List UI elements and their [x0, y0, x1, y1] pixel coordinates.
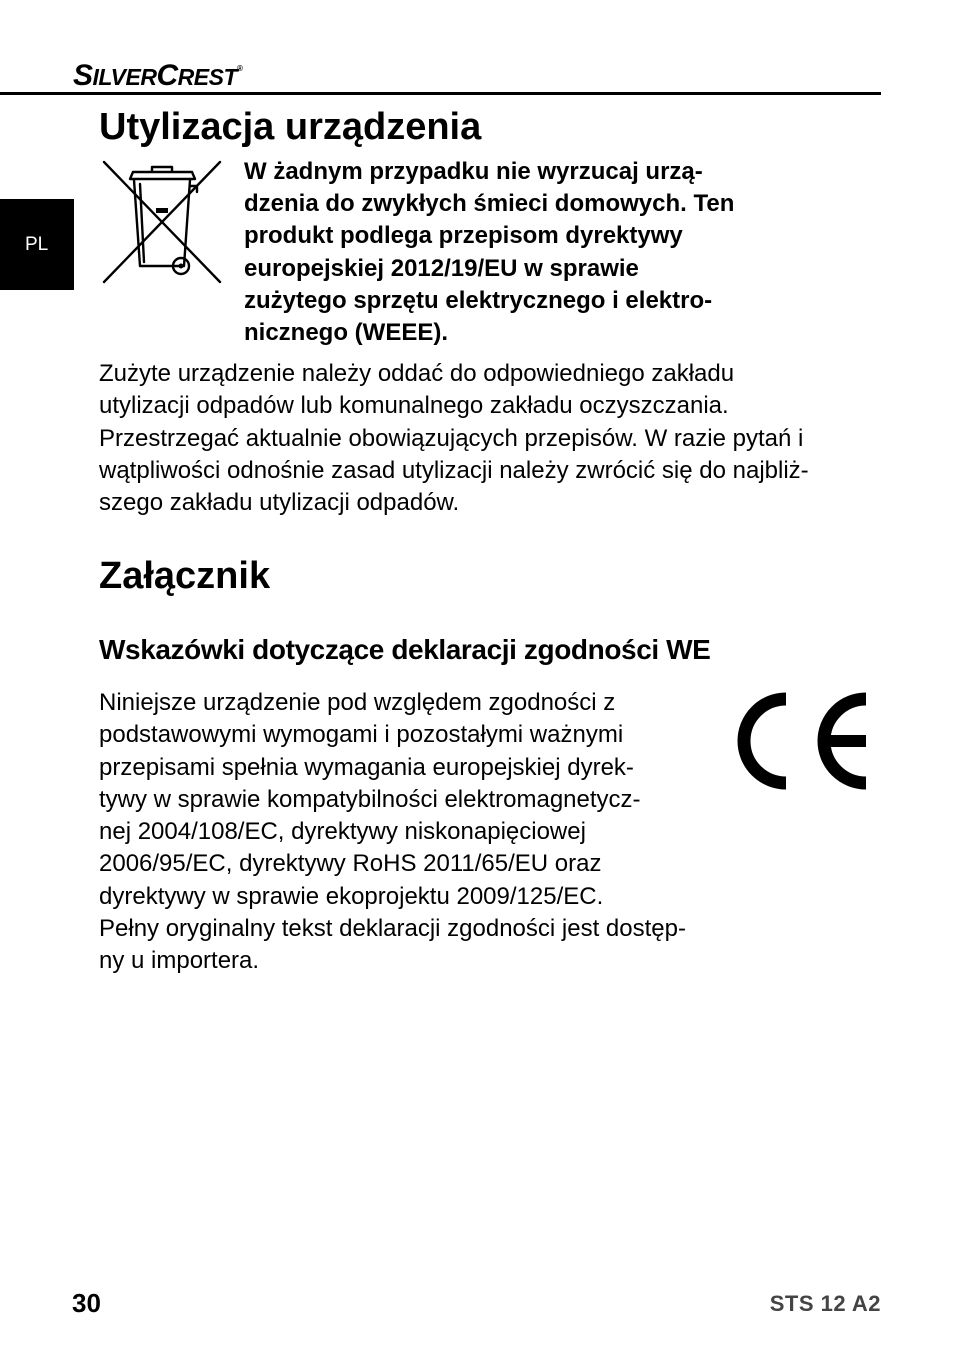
model-code: STS 12 A2 [769, 1291, 881, 1316]
paragraph-line: Niniejsze urządzenie pod względem zgodności z [99, 689, 616, 716]
paragraph-line: Pełny oryginalny tekst deklaracji zgodności jest dostęp- [99, 915, 686, 943]
warning-line: zużytego sprzętu elektrycznego i elektro- [244, 286, 713, 314]
paragraph-line: podstawowymi wymogami i pozostałymi ważnymi [99, 721, 624, 749]
paragraph-line: szego zakładu utylizacji odpadów. [99, 489, 460, 517]
paragraph-line: nej 2004/108/EC, dyrektywy niskonapięciowej [99, 818, 586, 846]
paragraph-line: Przestrzegać aktualnie obowiązujących przepisów. W razie pytań i [99, 424, 804, 452]
paragraph-line: wątpliwości odnośnie zasad utylizacji należy zwrócić się do najbliż- [99, 456, 809, 484]
paragraph-line: dyrektywy w sprawie ekoprojektu 2009/125/EC. [99, 882, 604, 910]
section-title-annex: Załącznik [99, 555, 271, 597]
brand-text-rest: REST [177, 64, 237, 90]
crossed-out-wheelie-bin-icon [100, 158, 224, 286]
page-number: 30 [72, 1288, 101, 1318]
warning-line: dzenia do zwykłych śmieci domowych. Ten [244, 190, 735, 218]
paragraph-line: utylizacji odpadów lub komunalnego zakładu oczyszczania. [99, 392, 729, 420]
section-subtitle-declaration: Wskazówki dotyczące deklaracji zgodności WE [99, 634, 711, 665]
paragraph-line: przepisami spełnia wymagania europejskiej dyrek- [99, 753, 634, 781]
brand-letter-c: C [156, 59, 178, 92]
brand-letter-s: S [73, 59, 93, 92]
language-tab: PL [0, 199, 74, 290]
disposal-paragraph [99, 358, 869, 519]
paragraph-line: 2006/95/EC, dyrektywy RoHS 2011/65/EU oraz [99, 850, 602, 878]
warning-line: europejskiej 2012/19/EU w sprawie [244, 254, 639, 282]
brand-logo [73, 52, 242, 94]
declaration-paragraph [99, 687, 719, 978]
warning-line: produkt podlega przepisom dyrektywy [244, 222, 683, 250]
section-title-disposal: Utylizacja urządzenia [99, 106, 482, 148]
warning-line: nicznego (WEEE). [244, 319, 448, 347]
weee-warning [244, 156, 854, 349]
brand-text-ilver: ILVER [92, 64, 157, 90]
warning-line: W żadnym przypadku nie wyrzucaj urzą- [244, 158, 703, 185]
registered-mark: ® [237, 64, 243, 73]
ce-mark-icon [726, 687, 876, 795]
header-divider [0, 92, 881, 95]
paragraph-line: Zużyte urządzenie należy oddać do odpowiedniego zakładu [99, 360, 735, 387]
paragraph-line: tywy w sprawie kompatybilności elektromagnetycz- [99, 785, 641, 813]
paragraph-line: ny u importera. [99, 947, 260, 975]
